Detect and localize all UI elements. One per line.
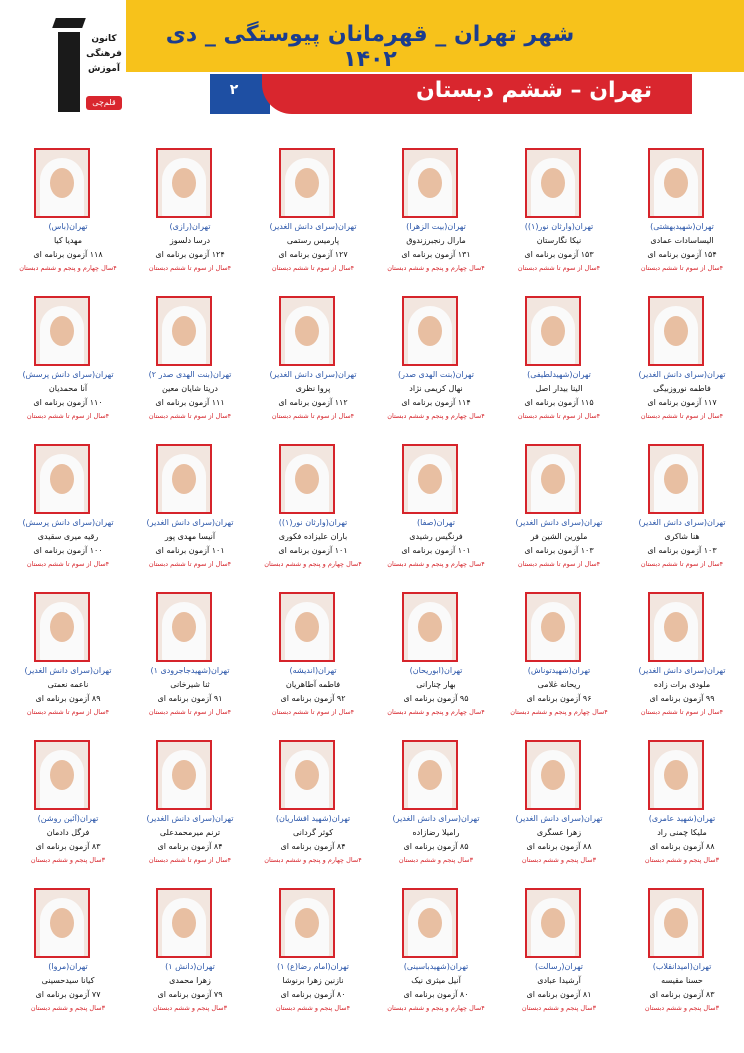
student-photo [525, 888, 581, 958]
school-name: تهران(شهیدلطیفی) [527, 370, 591, 379]
exam-count: ۱۱۰ آزمون برنامه ای [33, 398, 103, 407]
student-name: آنیل میثری نیک [411, 976, 461, 985]
exam-count: ۱۱۷ آزمون برنامه ای [647, 398, 717, 407]
student-name: مارال رنجبرزندوق [406, 236, 466, 245]
page-header [0, 0, 744, 122]
school-name: تهران(شهیدتوناش) [527, 666, 591, 675]
student-card [251, 724, 375, 872]
grade-range: ۴سال از سوم تا ششم دبستان [148, 708, 232, 716]
subtitle-banner [262, 74, 692, 114]
grade-range: ۴سال از سوم تا ششم دبستان [271, 264, 355, 272]
grade-range: ۴سال از سوم تا ششم دبستان [640, 412, 724, 420]
exam-count: ۱۱۴ آزمون برنامه ای [401, 398, 471, 407]
school-name: تهران(سرای دانش الغدیر) [269, 222, 357, 231]
school-name: تهران(وارثان نور(۱)) [524, 222, 594, 231]
student-name: فرگل دادمان [46, 828, 90, 837]
grade-range: ۳سال پنجم و ششم دبستان [521, 1004, 597, 1012]
grade-range: ۴سال از سوم تا ششم دبستان [517, 412, 601, 420]
graduate-figure-icon [58, 32, 80, 112]
school-name: تهران(باس) [48, 222, 88, 231]
student-card [251, 132, 375, 280]
exam-count: ۱۲۷ آزمون برنامه ای [278, 250, 348, 259]
student-photo [34, 296, 90, 366]
grade-range: ۴سال از سوم تا ششم دبستان [271, 412, 355, 420]
student-photo [648, 444, 704, 514]
student-photo [156, 148, 212, 218]
student-card [374, 724, 498, 872]
student-name: پارمیس رستمی [286, 236, 340, 245]
student-card [374, 576, 498, 724]
exam-count: ۸۸ آزمون برنامه ای [526, 842, 592, 851]
school-name: تهران(سرای دانش الغدیر) [146, 814, 234, 823]
student-photo [34, 444, 90, 514]
grade-range: ۳سال پنجم و ششم دبستان [152, 1004, 228, 1012]
student-photo [279, 888, 335, 958]
student-name: آنا محمدیان [48, 384, 88, 393]
school-name: تهران(شهیدجاجرودی ۱) [150, 666, 230, 675]
page-number: ۲ [229, 82, 239, 98]
student-photo [34, 592, 90, 662]
student-photo [279, 740, 335, 810]
school-name: تهران(سرای دانش الغدیر) [146, 518, 234, 527]
student-name: ثنا شیرخانی [170, 680, 210, 689]
grade-range: ۴سال چهارم و پنجم و ششم دبستان [387, 264, 485, 272]
student-name: نیکا نگارستان [536, 236, 582, 245]
student-photo [648, 740, 704, 810]
exam-count: ۱۲۴ آزمون برنامه ای [155, 250, 225, 259]
school-name: تهران(بنت الهدی صدر) [398, 370, 474, 379]
student-card [374, 132, 498, 280]
school-name: تهران(شهیدبهشتی) [650, 222, 714, 231]
student-card [128, 724, 252, 872]
grade-range: ۴سال از سوم تا ششم دبستان [640, 708, 724, 716]
student-card [374, 428, 498, 576]
school-name: تهران(سرای دانش الغدیر) [638, 370, 726, 379]
student-name: ناعمه نعمتی [47, 680, 89, 689]
exam-count: ۱۰۱ آزمون برنامه ای [401, 546, 471, 555]
school-name: تهران(ابوریحان) [409, 666, 463, 675]
grade-range: ۴سال از سوم تا ششم دبستان [271, 708, 355, 716]
student-name: آنیسا مهدی پور [164, 532, 216, 541]
student-name: مهدیا کیا [53, 236, 83, 245]
student-photo [279, 444, 335, 514]
grade-range: ۳سال پنجم و ششم دبستان [644, 856, 720, 864]
school-name: تهران(مروا) [48, 962, 88, 971]
student-photo [402, 444, 458, 514]
student-card [6, 280, 130, 428]
exam-count: ۹۹ آزمون برنامه ای [649, 694, 715, 703]
grade-range: ۳سال پنجم و ششم دبستان [644, 1004, 720, 1012]
school-name: تهران(امام رضا(ع) ۱) [276, 962, 350, 971]
student-name: پروا نظری [295, 384, 331, 393]
student-name: حسنا مقیسه [661, 976, 703, 985]
school-name: تهران(وارثان نور(۱)) [278, 518, 348, 527]
grade-range: ۴سال چهارم و پنجم و ششم دبستان [264, 560, 362, 568]
student-photo [156, 592, 212, 662]
page-title: شهر تهران _ قهرمانان پیوستگی _ دی ۱۴۰۲ [165, 22, 575, 72]
student-photo [525, 296, 581, 366]
student-name: رامیلا رضازاده [412, 828, 460, 837]
student-card [620, 872, 744, 1020]
student-card [128, 428, 252, 576]
exam-count: ۱۵۳ آزمون برنامه ای [524, 250, 594, 259]
grade-range: ۳سال پنجم و ششم دبستان [398, 856, 474, 864]
school-name: تهران(شهید افشاریان) [275, 814, 351, 823]
student-photo [648, 296, 704, 366]
exam-count: ۹۵ آزمون برنامه ای [403, 694, 469, 703]
school-name: تهران(شهید عامری) [648, 814, 716, 823]
student-photo [525, 592, 581, 662]
student-name: آرشیدا عبادی [537, 976, 581, 985]
student-card [6, 872, 130, 1020]
student-card [620, 428, 744, 576]
exam-count: ۹۱ آزمون برنامه ای [157, 694, 223, 703]
exam-count: ۱۰۱ آزمون برنامه ای [155, 546, 225, 555]
student-name: ملودی برات زاده [653, 680, 711, 689]
exam-count: ۸۰ آزمون برنامه ای [403, 990, 469, 999]
exam-count: ۱۱۵ آزمون برنامه ای [524, 398, 594, 407]
school-name: تهران(سرای دانش پرسش) [22, 518, 114, 527]
student-photo [156, 296, 212, 366]
grade-range: ۴سال از سوم تا ششم دبستان [148, 264, 232, 272]
student-card [497, 576, 621, 724]
student-photo [156, 888, 212, 958]
exam-count: ۸۳ آزمون برنامه ای [35, 842, 101, 851]
student-card [128, 576, 252, 724]
grade-range: ۴سال چهارم و پنجم و ششم دبستان [510, 708, 608, 716]
student-card [497, 428, 621, 576]
student-photo [402, 296, 458, 366]
student-card [497, 724, 621, 872]
school-name: تهران(رسالت) [535, 962, 583, 971]
exam-count: ۱۱۸ آزمون برنامه ای [33, 250, 103, 259]
exam-count: ۱۰۱ آزمون برنامه ای [278, 546, 348, 555]
grade-range: ۴سال چهارم و پنجم و ششم دبستان [19, 264, 117, 272]
student-card [251, 576, 375, 724]
school-name: تهران(آئین روشن) [37, 814, 99, 823]
student-name: رقیه میری سقیدی [37, 532, 99, 541]
exam-count: ۸۴ آزمون برنامه ای [280, 842, 346, 851]
student-name: فرنگیس رشیدی [409, 532, 463, 541]
student-photo [156, 444, 212, 514]
grade-range: ۴سال از سوم تا ششم دبستان [148, 856, 232, 864]
student-card [6, 428, 130, 576]
school-name: تهران(اندیشه) [289, 666, 337, 675]
student-photo [648, 888, 704, 958]
student-name: هنا شاکری [664, 532, 700, 541]
student-name: ملیکا چمنی راد [657, 828, 707, 837]
student-name: باران علیزاده فکوری [278, 532, 348, 541]
grade-range: ۳سال پنجم و ششم دبستان [30, 1004, 106, 1012]
student-card [6, 576, 130, 724]
student-name: نهال کریمی نژاد [409, 384, 463, 393]
student-card [128, 280, 252, 428]
grade-range: ۴سال چهارم و پنجم و ششم دبستان [387, 412, 485, 420]
student-card [620, 724, 744, 872]
school-name: تهران(بنت الهدی صدر ۲) [148, 370, 232, 379]
grade-range: ۴سال چهارم و پنجم و ششم دبستان [387, 560, 485, 568]
school-name: تهران(سرای دانش پرسش) [22, 370, 114, 379]
student-card [128, 132, 252, 280]
grade-range: ۴سال چهارم و پنجم و ششم دبستان [264, 856, 362, 864]
student-card [620, 280, 744, 428]
grade-range: ۴سال از سوم تا ششم دبستان [517, 264, 601, 272]
students-grid [0, 122, 744, 1053]
student-photo [402, 148, 458, 218]
student-name: کیانا سیدحسینی [41, 976, 95, 985]
student-photo [402, 740, 458, 810]
student-card [497, 132, 621, 280]
logo-tag: قلم‌چی [86, 96, 122, 110]
student-photo [525, 740, 581, 810]
student-name: فاطمه نوروزبیگی [653, 384, 711, 393]
grade-range: ۴سال از سوم تا ششم دبستان [26, 708, 110, 716]
page-subtitle: تهران – ششم دبستان [416, 78, 652, 103]
grade-range: ۴سال از سوم تا ششم دبستان [148, 560, 232, 568]
student-card [497, 872, 621, 1020]
student-card [128, 872, 252, 1020]
school-name: تهران(شهیدباسینی) [403, 962, 469, 971]
school-name: تهران(امیدانقلاب) [652, 962, 712, 971]
exam-count: ۱۰۳ آزمون برنامه ای [647, 546, 717, 555]
student-name: کوثر گردانی [292, 828, 334, 837]
exam-count: ۱۰۰ آزمون برنامه ای [33, 546, 103, 555]
student-photo [402, 592, 458, 662]
student-photo [279, 296, 335, 366]
student-name: بهار چنارانی [416, 680, 456, 689]
exam-count: ۸۴ آزمون برنامه ای [157, 842, 223, 851]
student-photo [648, 592, 704, 662]
student-photo [279, 148, 335, 218]
student-name: ملورین الشین فر [530, 532, 588, 541]
grade-range: ۴سال از سوم تا ششم دبستان [640, 560, 724, 568]
student-photo [156, 740, 212, 810]
student-name: زهرا عسگری [536, 828, 582, 837]
grade-range: ۳سال پنجم و ششم دبستان [521, 856, 597, 864]
grade-range: ۴سال چهارم و پنجم و ششم دبستان [387, 708, 485, 716]
exam-count: ۹۶ آزمون برنامه ای [526, 694, 592, 703]
logo-line: آموزش [88, 64, 120, 74]
exam-count: ۱۳۱ آزمون برنامه ای [401, 250, 471, 259]
exam-count: ۸۱ آزمون برنامه ای [526, 990, 592, 999]
exam-count: ۱۰۳ آزمون برنامه ای [524, 546, 594, 555]
student-card [251, 428, 375, 576]
student-name: درسا دلسوز [169, 236, 211, 245]
student-card [497, 280, 621, 428]
exam-count: ۸۳ آزمون برنامه ای [649, 990, 715, 999]
student-card [620, 576, 744, 724]
grade-range: ۴سال چهارم و پنجم و ششم دبستان [387, 1004, 485, 1012]
student-photo [279, 592, 335, 662]
exam-count: ۱۵۴ آزمون برنامه ای [647, 250, 717, 259]
student-photo [402, 888, 458, 958]
student-photo [525, 148, 581, 218]
exam-count: ۸۰ آزمون برنامه ای [280, 990, 346, 999]
student-name: ترنم میرمحمدعلی [159, 828, 221, 837]
student-photo [525, 444, 581, 514]
exam-count: ۷۷ آزمون برنامه ای [35, 990, 101, 999]
kanoon-logo [40, 18, 124, 116]
school-name: تهران(سرای دانش الغدیر) [638, 518, 726, 527]
student-name: فاطمه آطاهریان [285, 680, 341, 689]
school-name: تهران(صفا) [417, 518, 455, 527]
graduation-cap-icon [52, 18, 86, 28]
school-name: تهران(سرای دانش الغدیر) [638, 666, 726, 675]
school-name: تهران(سرای دانش الغدیر) [392, 814, 480, 823]
student-name: الینا بیدار اصل [535, 384, 583, 393]
student-photo [34, 740, 90, 810]
school-name: تهران(سرای دانش الغدیر) [24, 666, 112, 675]
grade-range: ۴سال از سوم تا ششم دبستان [517, 560, 601, 568]
grade-range: ۴سال پنجم و ششم دبستان [275, 1004, 351, 1012]
student-photo [34, 148, 90, 218]
school-name: تهران(سرای دانش الغدیر) [515, 518, 603, 527]
student-card [374, 280, 498, 428]
student-photo [34, 888, 90, 958]
exam-count: ۱۱۲ آزمون برنامه ای [278, 398, 348, 407]
student-card [374, 872, 498, 1020]
school-name: تهران(سرای دانش الغدیر) [515, 814, 603, 823]
student-card [6, 724, 130, 872]
student-card [620, 132, 744, 280]
student-name: الیساسادات عمادی [650, 236, 714, 245]
grade-range: ۴سال از سوم تا ششم دبستان [640, 264, 724, 272]
exam-count: ۸۸ آزمون برنامه ای [649, 842, 715, 851]
exam-count: ۷۹ آزمون برنامه ای [157, 990, 223, 999]
student-card [6, 132, 130, 280]
school-name: تهران(دانش ۱) [165, 962, 215, 971]
grade-range: ۴سال از سوم تا ششم دبستان [26, 412, 110, 420]
student-name: زهرا محمدی [169, 976, 211, 985]
exam-count: ۸۵ آزمون برنامه ای [403, 842, 469, 851]
school-name: تهران(بیت الزهرا) [406, 222, 466, 231]
student-photo [648, 148, 704, 218]
grade-range: ۴سال از سوم تا ششم دبستان [26, 560, 110, 568]
student-name: نازنین زهرا برنوشا [282, 976, 344, 985]
student-card [251, 872, 375, 1020]
student-name: دریتا شایان معین [162, 384, 218, 393]
grade-range: ۴سال از سوم تا ششم دبستان [148, 412, 232, 420]
school-name: تهران(سرای دانش الغدیر) [269, 370, 357, 379]
exam-count: ۱۱۱ آزمون برنامه ای [155, 398, 225, 407]
school-name: تهران(رازی) [169, 222, 211, 231]
logo-line: کانون [91, 34, 117, 44]
student-name: ریحانه غلامی [537, 680, 581, 689]
exam-count: ۸۹ آزمون برنامه ای [35, 694, 101, 703]
student-card [251, 280, 375, 428]
grade-range: ۳سال پنجم و ششم دبستان [30, 856, 106, 864]
exam-count: ۹۲ آزمون برنامه ای [280, 694, 346, 703]
logo-line: فرهنگی [86, 49, 122, 59]
